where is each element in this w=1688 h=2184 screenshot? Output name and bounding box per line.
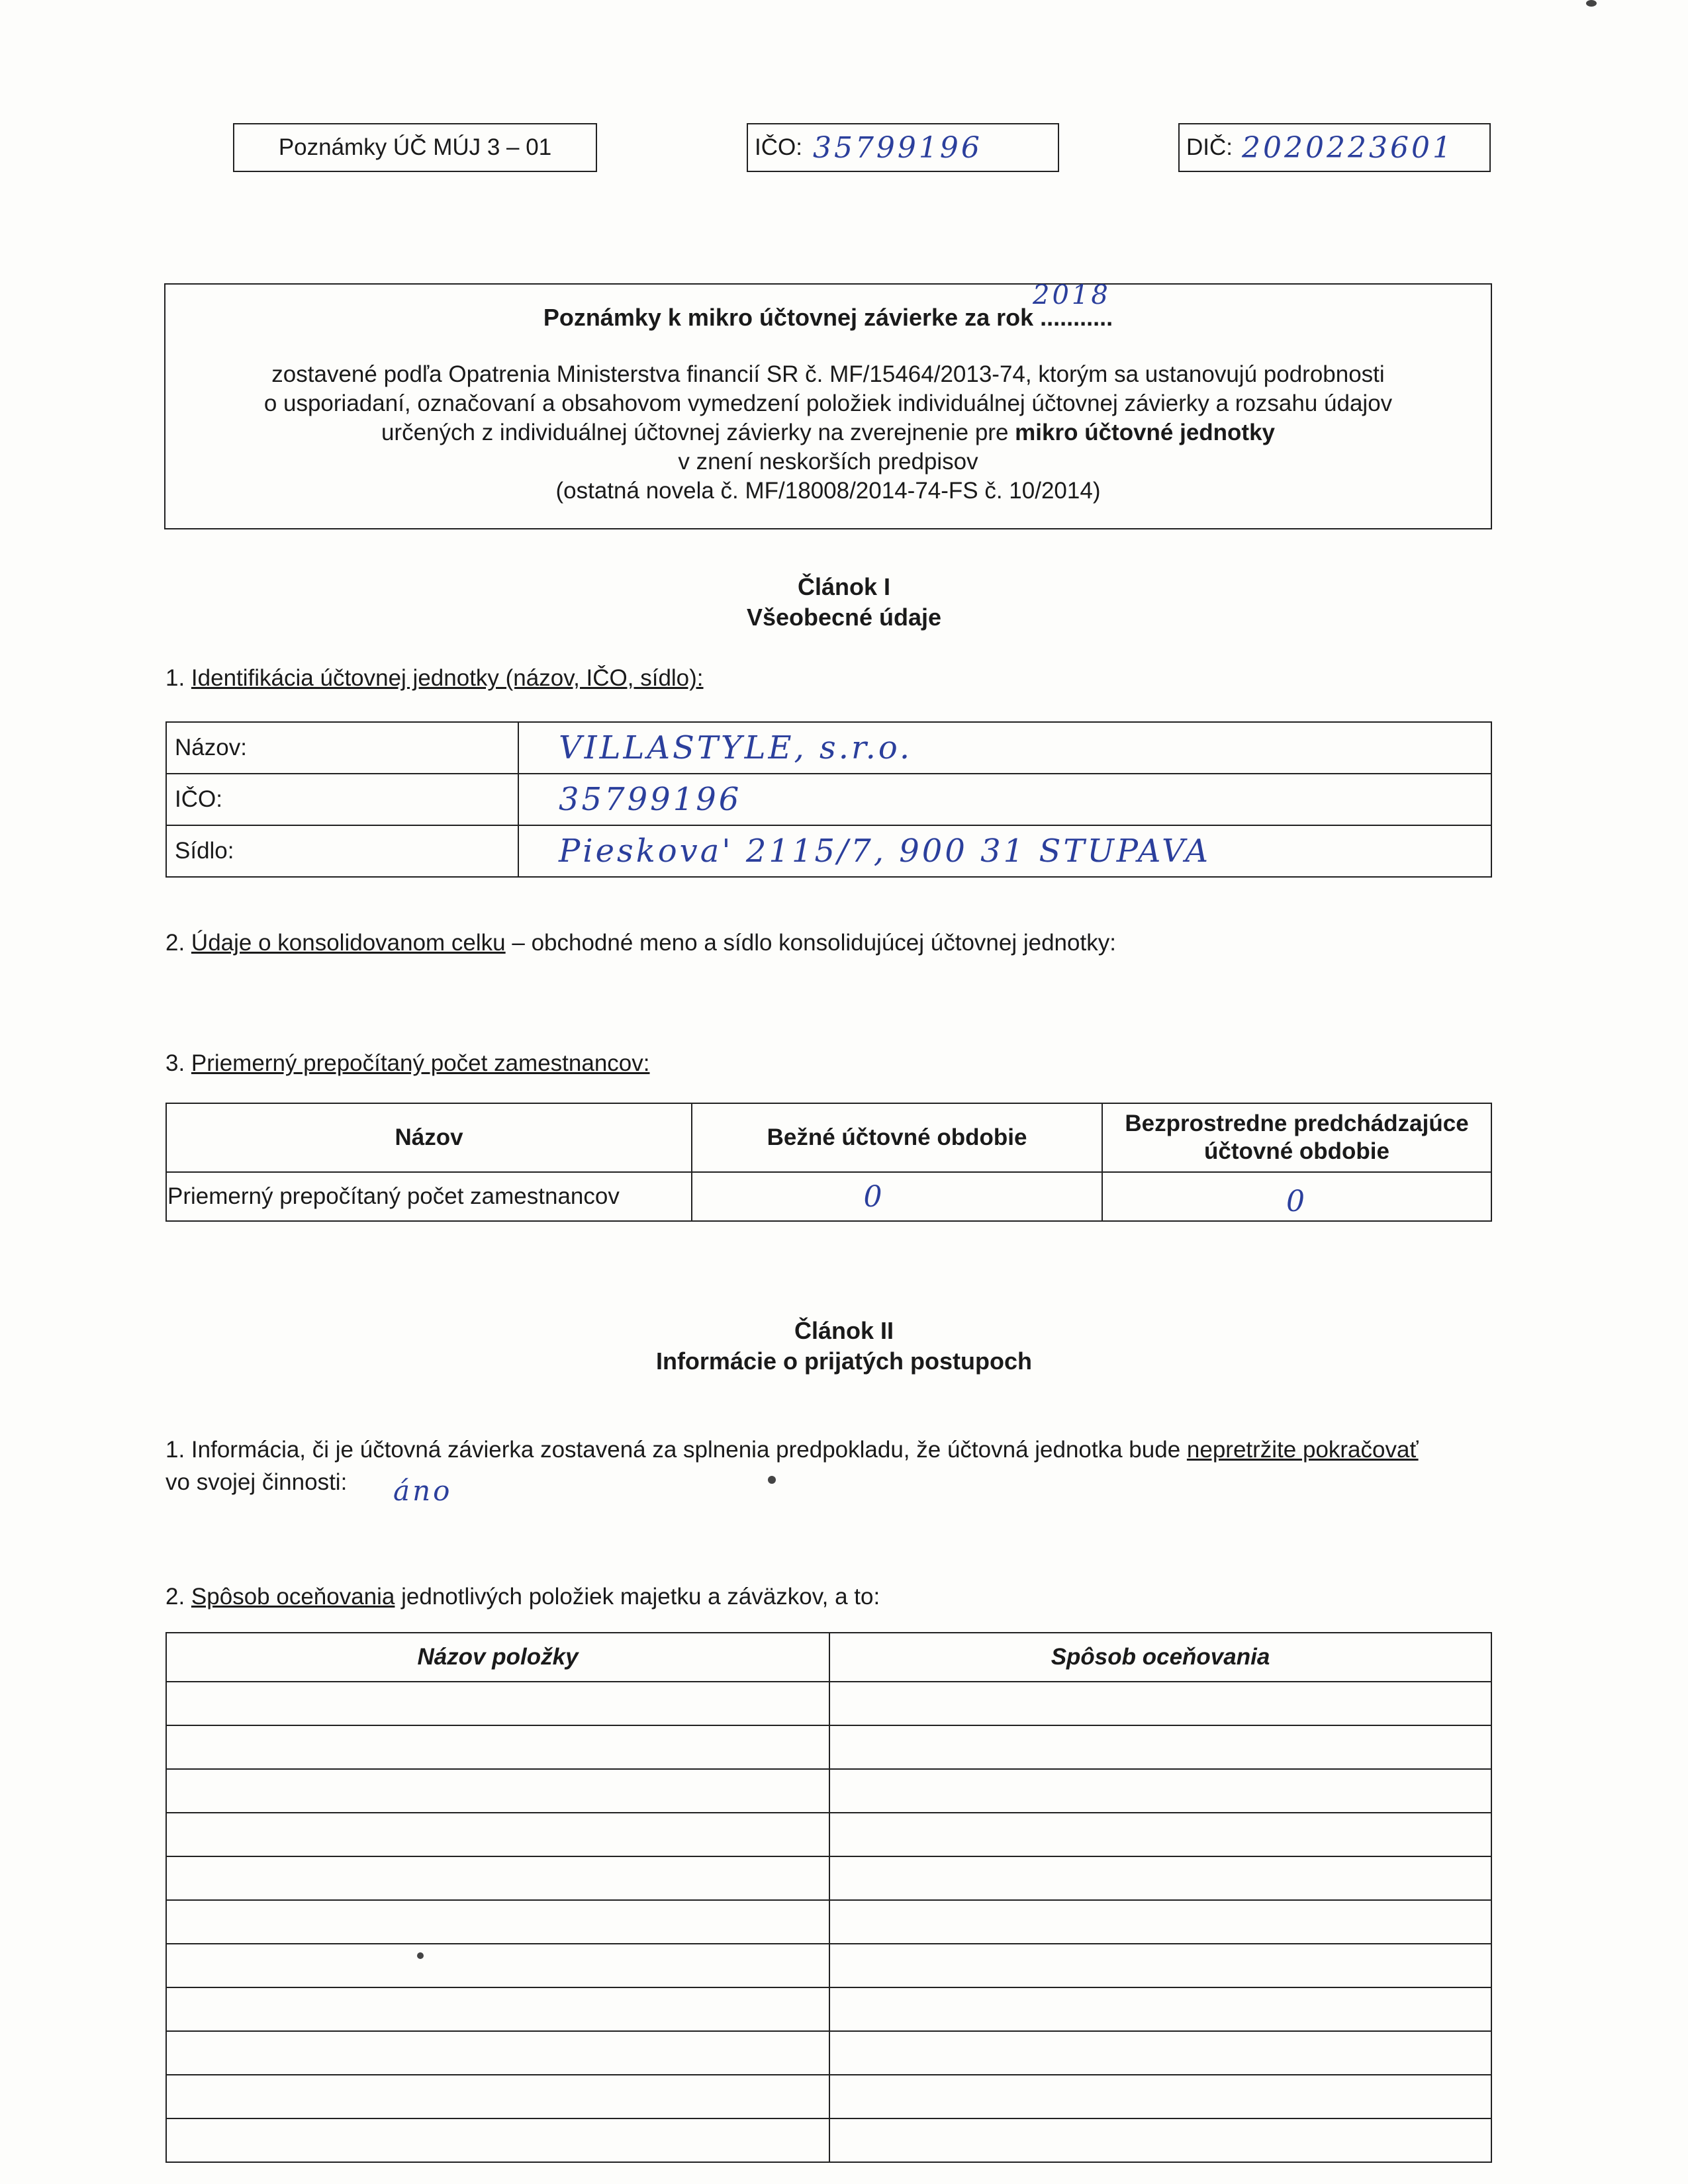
table-cell <box>829 1900 1491 1944</box>
table-cell <box>829 1856 1491 1900</box>
title-line-4: v znení neskorších predpisov <box>678 449 978 475</box>
table-cell <box>166 2118 829 2162</box>
article-1-item-1 <box>165 663 704 694</box>
table-row <box>166 1103 1491 1172</box>
article-2-item-1-text-a: 1. Informácia, či je účtovná závierka zostavená za splnenia predpokladu, že účtovná jednotka bude <box>165 1437 1187 1463</box>
id-value-name: VILLASTYLE, s.r.o. <box>518 722 1491 774</box>
table-cell <box>166 1856 829 1900</box>
id-label-name: Názov: <box>166 722 518 774</box>
table-cell <box>829 1769 1491 1813</box>
title-line-5: (ostatná novela č. MF/18008/2014-74-FS č. 10/2014) <box>555 478 1101 504</box>
article-2-subtitle: Informácie o prijatých postupoch <box>655 1347 1033 1375</box>
table-cell <box>166 1813 829 1856</box>
title-box <box>164 280 1492 529</box>
table-row <box>166 1725 1491 1769</box>
item-3-number: 3. <box>165 1050 191 1076</box>
title-line-3 <box>165 418 1491 447</box>
emp-header-previous: Bezprostredne predchádzajúce účtovné obdobie <box>1102 1103 1491 1172</box>
table-row <box>166 825 1491 877</box>
val-header-method: Spôsob oceňovania <box>829 1633 1491 1682</box>
table-row <box>166 1944 1491 1987</box>
article-2-item-2-underlined: Spôsob oceňovania <box>191 1584 395 1610</box>
ico-label: IČO: <box>755 134 802 160</box>
article-2-item-2 <box>165 1582 880 1612</box>
title-line-3-prefix: určených z individuálnej účtovnej závierky na zverejnenie pre <box>381 420 1015 445</box>
title-line-2: o usporiadaní, označovaní a obsahovom vymedzení položiek individuálnej účtovnej závierky a rozsahu údajov <box>263 390 1393 416</box>
valuation-table <box>165 1632 1492 2163</box>
table-row <box>166 1813 1491 1856</box>
emp-header-name: Názov <box>166 1103 692 1172</box>
table-cell <box>829 2031 1491 2075</box>
table-cell <box>166 1769 829 1813</box>
article-2-item-1 <box>165 1435 1419 1507</box>
title-line-3-bold: mikro účtovné jednotky <box>1015 420 1276 445</box>
article-2-item-1-answer: áno <box>393 1475 453 1507</box>
form-code: Poznámky ÚČ MÚJ 3 – 01 <box>278 134 552 160</box>
title-line-1: zostavené podľa Opatrenia Ministerstva financií SR č. MF/15464/2013-74, ktorým sa ustanovujú podrobnosti <box>271 361 1385 387</box>
article-1-subtitle: Všeobecné údaje <box>746 604 942 631</box>
title-heading-dots: ........... <box>1040 304 1113 331</box>
table-row <box>166 1856 1491 1900</box>
table-cell <box>166 1900 829 1944</box>
scan-speck <box>1586 0 1597 7</box>
table-row <box>166 1633 1491 1682</box>
identification-table <box>165 721 1492 878</box>
emp-current-value: 0 <box>692 1172 1102 1221</box>
article-1-item-2 <box>165 928 1116 958</box>
id-label-seat: Sídlo: <box>166 825 518 877</box>
table-cell <box>166 1682 829 1725</box>
table-cell <box>166 1944 829 1987</box>
id-label-ico: IČO: <box>166 774 518 825</box>
item-2-underlined: Údaje o konsolidovanom celku <box>191 930 506 956</box>
table-cell <box>829 1813 1491 1856</box>
table-cell <box>829 1987 1491 2031</box>
item-1-text: Identifikácia účtovnej jednotky (názov, IČO, sídlo): <box>191 665 704 691</box>
scan-speck <box>417 1952 424 1959</box>
scan-speck <box>768 1476 776 1484</box>
item-2-rest: – obchodné meno a sídlo konsolidujúcej účtovnej jednotky: <box>505 930 1116 956</box>
article-2-item-2-rest: jednotlivých položiek majetku a záväzkov, a to: <box>395 1584 880 1610</box>
table-cell <box>166 2075 829 2118</box>
table-row <box>166 722 1491 774</box>
dic-value: 2020223601 <box>1242 130 1454 165</box>
item-3-text: Priemerný prepočítaný počet zamestnancov: <box>191 1050 650 1076</box>
year-value: 2018 <box>1033 280 1111 310</box>
form-code-box <box>233 123 597 172</box>
table-cell <box>829 2118 1491 2162</box>
emp-header-current: Bežné účtovné obdobie <box>692 1103 1102 1172</box>
id-value-seat: Pieskova' 2115/7, 900 31 STUPAVA <box>518 825 1491 877</box>
emp-row-label: Priemerný prepočítaný počet zamestnancov <box>166 1172 692 1221</box>
item-1-number: 1. <box>165 665 191 691</box>
dic-label: DIČ: <box>1186 134 1233 160</box>
table-cell <box>829 2075 1491 2118</box>
article-2-item-1-underlined: nepretržite pokračovať <box>1186 1437 1419 1463</box>
table-row <box>166 2118 1491 2162</box>
table-cell <box>166 1725 829 1769</box>
article-1-item-3 <box>165 1048 650 1079</box>
table-cell <box>829 1682 1491 1725</box>
employees-table <box>165 1103 1492 1222</box>
table-cell <box>829 1725 1491 1769</box>
title-heading-prefix: Poznámky k mikro účtovnej závierke za rok <box>543 304 1041 331</box>
dic-box <box>1178 123 1491 172</box>
article-2-item-2-number: 2. <box>165 1584 191 1610</box>
table-row <box>166 1769 1491 1813</box>
table-row <box>166 2031 1491 2075</box>
table-row <box>166 2075 1491 2118</box>
table-row <box>166 1900 1491 1944</box>
emp-previous-value: 0 <box>1102 1172 1491 1221</box>
table-row <box>166 774 1491 825</box>
table-cell <box>166 2031 829 2075</box>
table-row <box>166 1987 1491 2031</box>
table-cell <box>829 1944 1491 1987</box>
id-value-ico: 35799196 <box>518 774 1491 825</box>
article-2-title: Článok II <box>794 1317 894 1344</box>
item-2-number: 2. <box>165 930 191 956</box>
val-header-item: Názov položky <box>166 1633 829 1682</box>
article-2-item-1-text-b: vo svojej činnosti: <box>165 1469 348 1495</box>
article-1-title: Článok I <box>797 573 891 600</box>
table-cell <box>166 1987 829 2031</box>
title-heading <box>165 280 1491 332</box>
ico-value: 35799196 <box>812 130 982 165</box>
table-row <box>166 1172 1491 1221</box>
table-row <box>166 1682 1491 1725</box>
ico-box <box>747 123 1059 172</box>
